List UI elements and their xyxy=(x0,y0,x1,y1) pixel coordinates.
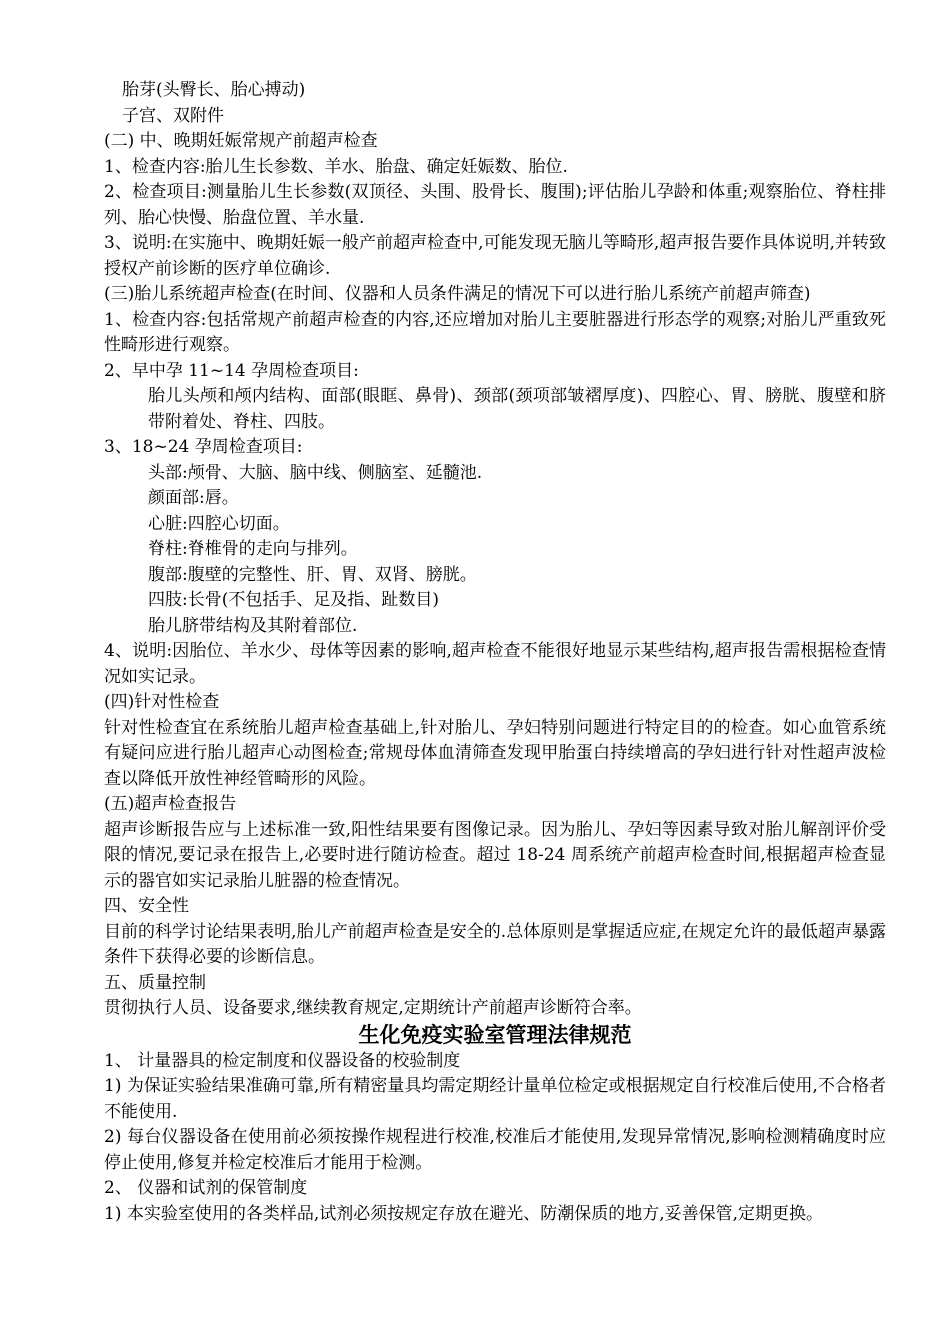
list-item: 头部:颅骨、大脑、脑中线、侧脑室、延髓池. xyxy=(148,462,483,483)
list-item: 胎儿脐带结构及其附着部位. xyxy=(148,615,358,636)
heading-5: (五)超声检查报告 xyxy=(104,794,237,814)
list-item: 腹部:腹壁的完整性、肝、胃、双肾、膀胱。 xyxy=(148,564,477,585)
heading-2-section: 2、 仪器和试剂的保管制度 xyxy=(104,1178,308,1198)
paragraph: 2) 每台仪器设备在使用前必须按操作规程进行校准,校准后才能使用,发现异常情况,影响检测精确度时应停止使用,修复并检定校准后才能用于检测。 xyxy=(104,1127,886,1173)
paragraph: 目前的科学讨论结果表明,胎儿产前超声检查是安全的.总体原则是掌握适应症,在规定允许的最低超声暴露条件下获得必要的诊断信息。 xyxy=(104,921,886,967)
paragraph: 2、早中孕 11~14 孕周检查项目: xyxy=(104,360,359,381)
heading-1: 1、 计量器具的检定制度和仪器设备的校验制度 xyxy=(104,1050,461,1071)
paragraph: 3、说明:在实施中、晚期妊娠一般产前超声检查中,可能发现无脑儿等畸形,超声报告要作具体说明,并转致授权产前诊断的医疗单位确诊. xyxy=(104,233,886,279)
section-title: 生化免疫实验室管理法律规范 xyxy=(358,1022,632,1047)
document-page xyxy=(104,78,886,1227)
paragraph: 贯彻执行人员、设备要求,继续教育规定,定期统计产前超声诊断符合率。 xyxy=(104,998,642,1018)
paragraph: 1、检查内容:胎儿生长参数、羊水、胎盘、确定妊娠数、胎位. xyxy=(104,156,568,177)
paragraph: 子宫、双附件 xyxy=(122,105,224,126)
heading-4: (四)针对性检查 xyxy=(104,692,220,712)
list-item: 四肢:长骨(不包括手、足及指、趾数目) xyxy=(148,590,439,610)
paragraph: 1) 本实验室使用的各类样品,试剂必须按规定存放在避光、防潮保质的地方,妥善保管,定期更换。 xyxy=(104,1203,824,1224)
paragraph: 3、18~24 孕周检查项目: xyxy=(104,437,303,457)
list-item: 心脏:四腔心切面。 xyxy=(148,513,290,534)
paragraph: 胎儿头颅和颅内结构、面部(眼眶、鼻骨)、颈部(颈项部皱褶厚度)、四腔心、胃、膀胱、腹壁和脐带附着处、脊柱、四肢。 xyxy=(148,386,886,432)
paragraph: 1) 为保证实验结果准确可靠,所有精密量具均需定期经计量单位检定或根据规定自行校准后使用,不合格者不能使用. xyxy=(104,1076,886,1122)
paragraph: 2、检查项目:测量胎儿生长参数(双顶径、头围、股骨长、腹围);评估胎儿孕龄和体重;观察胎位、脊柱排列、胎心快慢、胎盘位置、羊水量. xyxy=(104,182,886,228)
heading-3: (三)胎儿系统超声检查(在时间、仪器和人员条件满足的情况下可以进行胎儿系统产前超声筛查) xyxy=(104,284,811,304)
paragraph: 超声诊断报告应与上述标准一致,阳性结果要有图像记录。因为胎儿、孕妇等因素导致对胎儿解剖评价受限的情况,要记录在报告上,必要时进行随访检查。超过 18-24 周系统产前超声检查时间,根据超声检查显示的器官如实记录胎儿脏器的检查情况。 xyxy=(104,819,886,891)
heading-quality: 五、质量控制 xyxy=(104,972,206,993)
paragraph: 胎芽(头臀长、胎心搏动) xyxy=(122,80,306,100)
paragraph: 4、说明:因胎位、羊水少、母体等因素的影响,超声检查不能很好地显示某些结构,超声报告需根据检查情况如实记录。 xyxy=(104,641,886,687)
heading-safety: 四、安全性 xyxy=(104,896,189,916)
paragraph: 针对性检查宜在系统胎儿超声检查基础上,针对胎儿、孕妇特别问题进行特定目的的检查。如心血管系统有疑问应进行胎儿超声心动图检查;常规母体血清筛查发现甲胎蛋白持续增高的孕妇进行针对性超声波检查以降低开放性神经管畸形的风险。 xyxy=(104,717,886,789)
list-item: 脊柱:脊椎骨的走向与排列。 xyxy=(148,539,358,559)
heading-2: (二) 中、晚期妊娠常规产前超声检查 xyxy=(104,131,378,151)
paragraph: 1、检查内容:包括常规产前超声检查的内容,还应增加对胎儿主要脏器进行形态学的观察;对胎儿严重致死性畸形进行观察。 xyxy=(104,309,886,355)
list-item: 颜面部:唇。 xyxy=(148,488,239,508)
